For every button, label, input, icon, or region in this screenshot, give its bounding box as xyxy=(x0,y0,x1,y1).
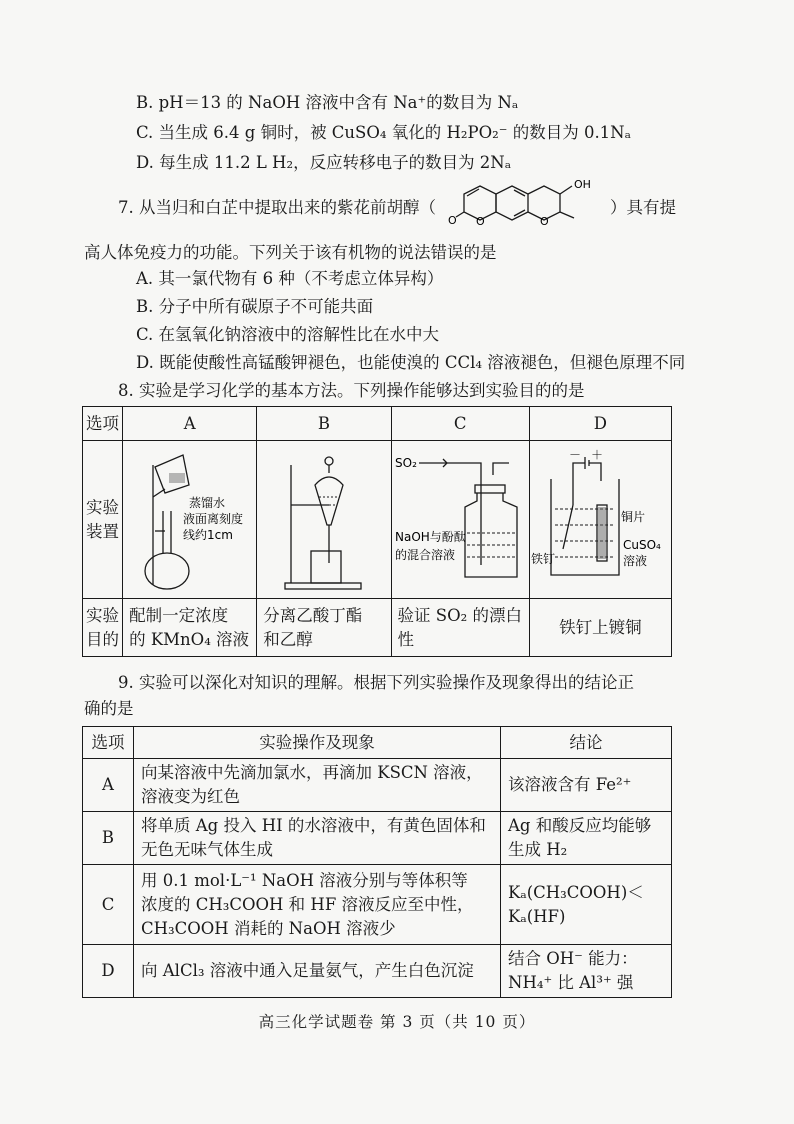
q7-stem-line2: 高人体免疫力的功能。下列关于该有机物的说法错误的是 xyxy=(84,243,497,262)
q9-stem-line2: 确的是 xyxy=(84,699,134,718)
q9-table xyxy=(82,726,672,998)
device-a-note2: 液面离刻度 xyxy=(182,511,243,526)
device-d-plus: ＋ xyxy=(591,447,604,462)
q7-option-d: D. 既能使酸性高锰酸钾褪色，也能使溴的 CCl₄ 溶液褪色，但褪色原理不同 xyxy=(136,353,686,372)
q9-row-b-operation: 将单质 Ag 投入 HI 的水溶液中，有黄色固体和 无色无味气体生成 xyxy=(134,812,501,865)
q9-row-b-option: B xyxy=(83,812,134,865)
q9-header-operation: 实验操作及现象 xyxy=(134,727,501,759)
q8-purpose-d: 铁钉上镀铜 xyxy=(529,599,671,657)
q8-purpose-a: 配制一定浓度 的 KMnO₄ 溶液 xyxy=(123,599,257,657)
device-d-solution-label2: 溶液 xyxy=(623,553,648,568)
q9-row-d-operation: 向 AlCl₃ 溶液中通入足量氨气，产生白色沉淀 xyxy=(134,945,501,998)
molecule-ring-o-label-1: O xyxy=(476,215,485,228)
q8-header-option: 选项 xyxy=(83,407,123,441)
molecule-ring-o-label-2: O xyxy=(540,215,549,228)
q8-purpose-label: 实验 目的 xyxy=(83,599,123,657)
q8-device-label: 实验 装置 xyxy=(83,441,123,599)
q8-device-a xyxy=(123,441,257,599)
q9-stem-line1: 9. 实验可以深化对知识的理解。根据下列实验操作及现象得出的结论正 xyxy=(118,673,634,692)
q8-purpose-b: 分离乙酸丁酯 和乙醇 xyxy=(257,599,391,657)
q8-table xyxy=(82,406,672,657)
device-a-note1: 蒸馏水 xyxy=(188,495,225,510)
gas-washing-bottle-diagram xyxy=(393,445,527,595)
device-d-nail-label: 铁钉 xyxy=(531,551,556,566)
q7-stem-start: 7. 从当归和白芷中提取出来的紫花前胡醇（ xyxy=(118,198,436,217)
q7-stem-end: ）具有提 xyxy=(610,198,676,217)
q7-option-a: A. 其一氯代物有 6 种（不考虑立体异构） xyxy=(136,269,444,288)
q9-row-d-conclusion: 结合 OH⁻ 能力： NH₄⁺ 比 Al³⁺ 强 xyxy=(501,945,672,998)
q6-option-c: C. 当生成 6.4 g 铜时，被 CuSO₄ 氧化的 H₂PO₂⁻ 的数目为 0.1Nₐ xyxy=(136,123,631,142)
q8-device-c xyxy=(391,441,529,599)
q9-row-c-option: C xyxy=(83,865,134,945)
q8-purpose-c: 验证 SO₂ 的漂白 性 xyxy=(391,599,529,657)
q9-header-conclusion: 结论 xyxy=(501,727,672,759)
q7-option-b: B. 分子中所有碳原子不可能共面 xyxy=(136,297,374,316)
q9-row-c-conclusion: Kₐ(CH₃COOH)＜ Kₐ(HF) xyxy=(501,865,672,945)
volumetric-flask-diagram xyxy=(125,445,255,595)
device-a-note3: 线约1cm xyxy=(182,527,233,542)
q8-device-d xyxy=(529,441,671,599)
q8-header-b: B xyxy=(257,407,391,441)
q8-header-d: D xyxy=(529,407,671,441)
q6-option-d: D. 每生成 11.2 L H₂，反应转移电子的数目为 2Nₐ xyxy=(136,153,512,172)
q9-row-a-option: A xyxy=(83,759,134,812)
molecule-oh-label: OH xyxy=(574,178,591,191)
molecule-carbonyl-o-label: O xyxy=(448,214,457,227)
device-d-minus: － xyxy=(569,447,582,462)
q9-row-d-option: D xyxy=(83,945,134,998)
q9-header-option: 选项 xyxy=(83,727,134,759)
molecule-structure-image xyxy=(448,174,608,238)
device-c-note2: 的混合溶液 xyxy=(395,547,456,562)
q9-row-a-operation: 向某溶液中先滴加氯水，再滴加 KSCN 溶液， 溶液变为红色 xyxy=(134,759,501,812)
q8-header-c: C xyxy=(391,407,529,441)
electroplating-diagram xyxy=(531,445,669,595)
page-footer: 高三化学试题卷 第 3 页（共 10 页） xyxy=(258,1013,536,1031)
q8-stem: 8. 实验是学习化学的基本方法。下列操作能够达到实验目的的是 xyxy=(118,381,585,400)
device-c-gas-label: SO₂ xyxy=(395,455,417,470)
separatory-funnel-diagram xyxy=(259,445,389,595)
q7-option-c: C. 在氢氧化钠溶液中的溶解性比在水中大 xyxy=(136,325,440,344)
q9-row-a-conclusion: 该溶液含有 Fe²⁺ xyxy=(501,759,672,812)
device-d-solution-label1: CuSO₄ xyxy=(623,537,662,552)
q8-header-a: A xyxy=(123,407,257,441)
q8-device-b xyxy=(257,441,391,599)
q9-row-b-conclusion: Ag 和酸反应均能够 生成 H₂ xyxy=(501,812,672,865)
device-d-copper-label: 铜片 xyxy=(621,509,646,524)
q6-option-b: B. pH＝13 的 NaOH 溶液中含有 Na⁺的数目为 Nₐ xyxy=(136,93,519,112)
q9-row-c-operation: 用 0.1 mol·L⁻¹ NaOH 溶液分别与等体积等 浓度的 CH₃COOH 和 HF 溶液反应至中性， CH₃COOH 消耗的 NaOH 溶液少 xyxy=(134,865,501,945)
device-c-note1: NaOH与酚酞 xyxy=(395,529,466,544)
